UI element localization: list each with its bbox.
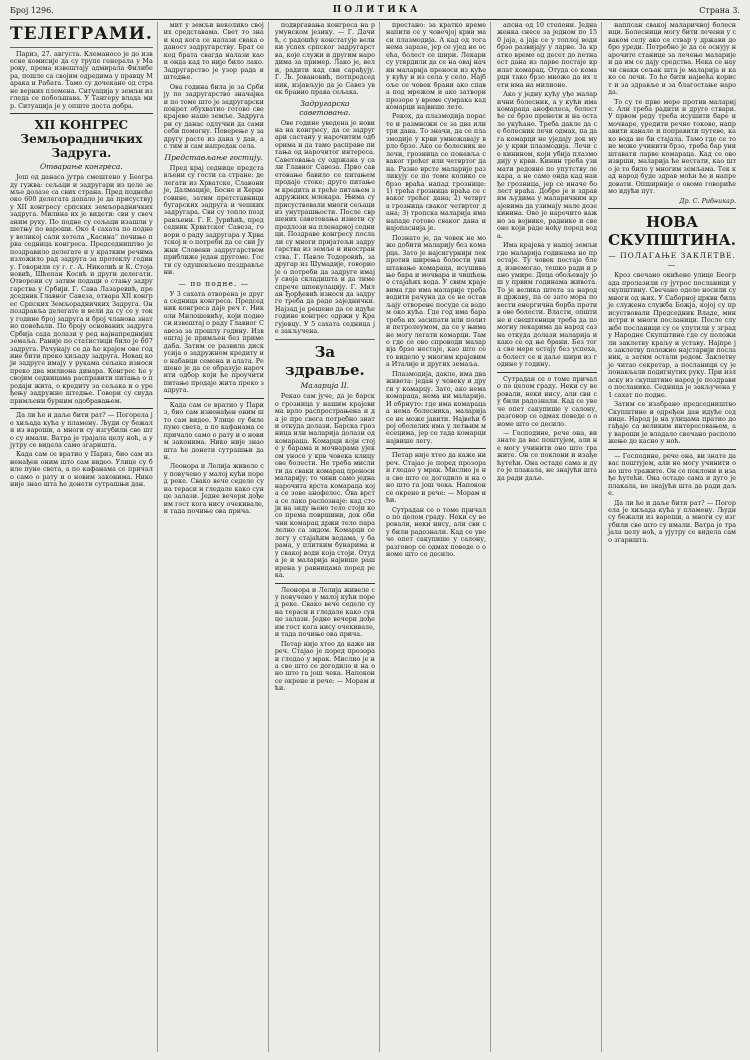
masthead [10,3,740,20]
lower-article-4: Петар није хтео да каже ни реч. Стајао је поред прозора и гледао у мрак. Мислио је на све што се догодило и на оно што га још чека. Напокон се окрене и рече: — Морам ићи. [385,451,487,505]
c6-text-4: Затим се изабрано председништво Скупштине и одређен дан идуће седнице. Народ је на улицама пратио догађаје са великим интересовањем, а у вароши је владало свечано расположење до касно у ноћ. [608,400,736,446]
column-4 [386,22,491,1052]
lower-article-5: Сутрадан се о томе причало по целом граду. Неки су веровали, неки нису, али сви су били радознали. Кад се увече опет сакупише у салону, разговор се одмах поведе о ономе што се десило. [497,374,598,428]
c3-text-1: подвргавања конгреса на румунском језику. — Г. Дачић, с радошћу констатује велики успех српског задругарства, које служи и другим народима за пример. Лако је, вели, радити кад сви сарађују. Г. Љ. Јовановић, потпредседник, изјављује да је Савез увек бранио права сељака. [274,21,375,97]
consultations-head: Задругарска саветовања. [299,98,351,117]
lower-article-3: Леонора и Лелија живеле су повучено у малој кући поред реке. Свако вече седеле су на тераси и гледале како сунце залази. Једне вечери дође им гост кога нису очекивале, и тада почиње ова прича. [274,585,375,639]
afternoon-dash: — по подне. — [178,278,250,288]
column-2 [164,22,269,1052]
author-signature: Др. С. Рибникар. [679,197,736,206]
columns [10,22,740,1052]
lower-article-1b: Када сам се вратио у Париз, био сам изненађен оним што сам видео. Улице су биле пуне света, а по кафанама се причало само о рату и о новим законима. Нико није знао шта ће донети сутрашњи дан. [10,450,153,489]
column-3 [275,22,380,1052]
congress-text: Још од данаса јутра смештено у Београду гужва: сељаци и задругари из целе земље долазе са свих страна. Пред поднеће око 600 делегата допало је да присуствују XII конгресу српских земљорадничких задруга. Милина их је видети: сви у свечаним руху. По подне су сељаци изашли у шетњу по вароши. Око 4 сахата по подне у великој сали хотела „Касина“ почиње прва седница конгреса. Председништво је поздравило делегате и у кратким речима изложило рад задруга за протеклу годину. Говорили су г. г. А. Николић и К. Стојановић, Шћепан Косић и други делегати. Отворени су затим подаци о стању задругарства у Србији. Г. Сава Лазаревић, председник Главног Савеза, отвара XII конгрес Српских Земљорадничких Задруга. Он поздравља делегате и вели да су се у току године број задруга и број чланова знатно повећали. По броју основаних задруга Србија сада долази у ред најнапреднијих земаља. Раније по статистици било је 607 задруга. Рачунају се да ће крајем ове године бити преко хиљаду задруга. Новац који задруге имају у рукама сељака износи преко два милиона динара. Конгрес ће у својим седницама расправити питања о продаји жита, о кредиту за сељака и о уређењу задружне штедње. Говори су свуда примљени бурним одобравањем. [10,173,153,405]
lower-article-2: Када сам се вратио у Париз, био сам изненађен оним што сам видео. Улице су биле пуне света, а по кафанама се причало само о рату и о новим законима. Нико није знао шта ће донети сутрашњи дан. [163,400,264,462]
c6-text-1: наппсан свакој маларичној болесници. Болесници могу бити лечени у сваком селу ако се ствар у држави добро уреди. Потребно је да се оснују нарочите станице за лечење маларије и да им се дају средства. Нека се научи сваки сељак шта је маларија и како се лечи. То ће бити највећа корист и за здравље и за благостање народа. [608,21,736,97]
health-text: Рекао сам јуче, да је барско грозница у нашим крајевима врло распрострањена и да је пре свега потребно знати откуда долази. Барска грозница или маларија долази од комараца. Комарци који стоје у барама и мочварама ујеком уносе у крв човека клицу ове болести. Не треба мислити да сваки комарац преноси маларију; то чини само једна нарочита врста комараца која се зове анофелес. Ова врста се лако распознаје: кад стоји на зиду њено тело стоји косо према површини, док обични комарац држи тело паралелно са зидом. Комарци се легу у стајаћим водама, у барама, у плитким бунарима и у свакој води која стоји. Отуда је и маларија највише раширена у равницама поред река. [274,392,375,580]
c2-intro: мит у земљи неколико својих средставама. Свет то зна и код кога се налази свака оданост задругарству. Брат се код брата свагда налази као и онда кад то није било лако. Задругарство је узор рада и штедње. [163,21,264,82]
c5-text-1: апсна од 10 степени. Једна женка снесе за једном по 150 јаја, а јаја се у топлој води брзо развијају у ларве. За кратко време од десет до петнаест дана из ларве постаје крилат комарац. Отуда се комарци тако брзо множе да их лети има на милионе. [497,21,598,89]
paper-name: ПОЛИТИКА [332,5,421,15]
c4-text-2: Рекох, да плазмодија порасте и размножи се за два или три дана. То значи, да се плазмодије у крви умножавају врло брзо. Ако се болесник не лечи, грозница се понавља сваког трећег или четвртог дана. Разне врсте маларије разликују се по томе колико се брзо враћа напад грознице: 1) трећа грозница враћа се сваког трећег дана; 2) четврта грозница сваког четвртог дана; 3) тропска маларија има нападе готово сваког дана и најопаснија је. [385,112,487,233]
malaria-subhead: Маларија II. [300,381,350,391]
guests-subhead: Представљање гостију. [164,152,264,162]
congress-subhead: Отварање конгреса. [39,162,123,172]
telegrams-headline: ТЕЛЕГРАМИ. [10,24,153,44]
c2-text-3: У 3 сахата отворена је друга седница конгреса. Председник конгреса даје реч г. Николи Милошевићу, који подноси извештај о раду Главног Савеза за прошлу годину. Извештај је примљен без примедаба. Затим се развила дискусија о задружном кредиту и о набавци семена и алата. Решено је да се образује нарочити одбор који ће проучити питање продаје жита преко задруга. [163,289,264,395]
column-1 [10,22,158,1052]
lower-article-6: — Господине, рече она, ви знате да вас поштујем, али не могу учинити оно што тражите. Он се поклони и изађе ћутећи. Она остаде сама и дуго је плакала, не знајући шта да ради даље. [608,451,736,498]
column-5 [497,22,602,1052]
c4-text-3: Познато је, да човек не може добити маларију без комарца. Зато је најсигурнији лек против ширења болести уништавање комараца, исушивање бара и мочвара и чишћење стајаћих вода. У свим крајевима где има маларије треба водити рачуна да се не остављају отворене посуде са водом око кућа. Где год има бара треба их засипати или полити петролеумом, да се у њима не могу легати комарци. Тамо где се ово спроводи маларија брзо нестаје, као што се то видело у многим крајевима Италије и других земаља. [385,233,487,369]
c6-text-2: То су те прве мере против маларије. Али треба радити и друге ствари. У првом реду треба исушити баре и мочваре, уредити речне токове, направити канале и поправити путеве, како вода не би стајала. Тамо где се то не може учинити брзо, треба бар уништавати ларве комараца. Кад се ово изврши, маларија ће нестати, као што је то било у многим земљама. Тек кад народ буде здрав моћи ће и напредовати. Опширније о овоме говорићемо идући пут. [608,97,736,195]
c2-text-2: Пред крај седнице представљени су гости са стране: делегати из Хрватске, Славоније, Далмације, Босне и Херцеговине, затим претставници бугарских задруга и чешких задругара. Сви су топло поздрављени. Г. Е. Јурићић, председник Хрватског Савеза, говори о раду задругара у Хрватској и о потреби да се сви Јужни Словени задругарством приближе један другоме. Гости су одушевљено поздрављени. [163,163,264,277]
lower-article-6b: Да ли ће и даље бити рат? — Погорела је хиљада кућа у пламену. Људи су бежали из вароши, а многи су изгубили све што су имали. Ватра је трајала целу ноћ, а ујутру се видела само згаришта. [608,498,736,544]
c6-text-3: Кроз свечано окићене улице Београда пролазили су јутрос посланици у скупштину. Свечано одело носили су многи од њих. У Саборној цркви била је служена служба Божја, којој су присуствовали Председник Владе, министри и многи посланици. После службе посланици су се упутили у зграду Народне Скупштине где су положили заклетву краљу и уставу. Најпре је заклетву положио најстарији посланик, а затим остали редом. Заклетву је читао секретар, а посланици су је понављали подигнутих руку. При изласку из скупштине народ је поздравио посланике. Седница је закључена у 1 сахат по подне. [608,271,736,399]
c2-text-1: Ова година била је за Србију по задругарство значајна и по томе што је задругарски покрет обухватио готово све крајеве наше земље. Задругари су данас одлучни да сами себи помогну. Поверење у задругу расте из дана у дан, а с тим и сам напредак села. [163,82,264,151]
assembly-headline: НОВА СКУПШТИНА. [608,213,736,250]
health-headline: За здравље. [284,343,365,380]
lower-article-4b: Сутрадан се о томе причало по целом граду. Неки су веровали, неки нису, али сви су били радознали. Кад се увече опет сакупише у салону, разговор се одмах поведе о ономе што се десило. [385,505,487,559]
congress-headline: XII КОНГРЕС Земљорадничких Задруга. [20,118,143,161]
c3-text-2: Ове године уведена је новина на конгресу, да се задругари састану у нарочитим одборима и да тамо расправе питања од нарочитог интереса. Саветовања су одржана у сали Главног Савеза. Прво саветовање бавило се питањем продаје стоке; друго питањем кредита и треће питањем задружних млекара. Њима су присуствовали многи сељаци из унутрашњости. После свршених саветовања изнети су предлози на пленарној седници. Поздраве конгресу послали су многи пријатељи задругарства из земље и иностранства. Г. Павле Тодоровић, задругар из Шумадије, говорио је о потреби да задруге имају своја складишта и да тиме спрече шпекулацију. Г. Милан Ђорђевић износи да задруге треба да раде заједнички. Најзад је решено да се идуће године конгрес одржи у Крагујевцу. У 5 сахата седница је закључена. [274,118,375,336]
c4-text-4: Плазмодија, дакле, има два живота: један у човеку и други у комарцу. Зато, ако нема комараца, нема ни маларије. И обрнуто: где има комараца а нема болесника, маларија се не може јавити. Највећи број оболелих има у летњим месецима, јер се тада комарци највише легу. [385,369,487,445]
page-number: Страна 3. [699,5,740,15]
lower-article-3b: Петар није хтео да каже ни реч. Стајао је поред прозора и гледао у мрак. Мислио је на све што се догодило и на оно што га још чека. Напокон се окрене и рече: — Морам ићи. [274,639,375,693]
lower-article-2b: Леонора и Лелија живеле су повучено у малој кући поред реке. Свако вече седеле су на тераси и гледале како сунце залази. Једне вечери дође им гост кога нису очекивале, и тада почиње ова прича. [163,462,264,516]
issue-number: Број 1296. [10,5,54,15]
c5-text-2: Ако у једну кућу уђе маларични болесник, а у кући има комараца анофелеса, болест ће се брзо пренети и на остале укућане. Треба дакле да се болесник лечи одмах, па да га комарци не уједају док му је у крви плазмодија. Лечи се кинином, који убија плазмодију у крви. Кинин треба узимати редовно по упутству лекара, а не само онда кад наиђе грозница, јер се иначе болест враћа. Добро је и здравим људима у маларичним крајевима да узимају мале дозе кинина. Ово је нарочито важно за војнике, раднике и све оне који раде ноћу поред вода. [497,90,598,240]
lower-article-1: Да ли ће и даље бити рат? — Погорела је хиљада кућа у пламену. Људи су бежали из вароши, а многи су изгубили све што су имали. Ватра је трајала целу ноћ, а ујутру се видела само згаришта. [10,411,153,449]
lower-article-5b: — Господине, рече она, ви знате да вас поштујем, али не могу учинити оно што тражите. Он се поклони и изађе ћутећи. Она остаде сама и дуго је плакала, не знајући шта да ради даље. [497,429,598,482]
c5-text-3: Има крајева у нашој земљи где маларија годинама не престаје. Ту човек постаје блед, изнемогао, тешко ради и рано умире. Деца обољевају још у првим годинама живота. То је велика штета за народ и државу, па се зато мора повести енергична борба против ове болести. Власти, општине и свештеници треба да помогну лекарима да народ сазна откуда долази маларија и како се од ње брани. Без тога све мере остају без успеха, а болест се и даље шири из године у годину. [497,241,598,369]
assembly-subhead: — ПОЛАГАЊЕ ЗАКЛЕТВЕ. — [608,251,736,270]
column-6 [608,22,740,1052]
telegram-text: Париз, 27. августа. Клеманосо је до извесне кoмиcије да су трупе генерала у Мароку, према извештају адмирала Филибера, пошле са својим одредима у правцу Марака и Рабата. Тамо су дочекане од стране верних племена. Ситуација у земљи изгледа се побољшава. У Тангеру влада мир. Ситуација је у опште доста добра. [10,49,153,110]
c4-text-1: престано: за кратко време напити се у човечјој крви маси плазмодија. А кад од тога нема заразе, јер се ујед не осећа, болест се шири. Лекари су утврдили да се на овај начин маларија преноси из куће у кућу и из села у село. Најбоље се човек брани ако спава под мрежом и ако затвори прозоре у време сумрака кад комарци највише лете. [385,21,487,111]
